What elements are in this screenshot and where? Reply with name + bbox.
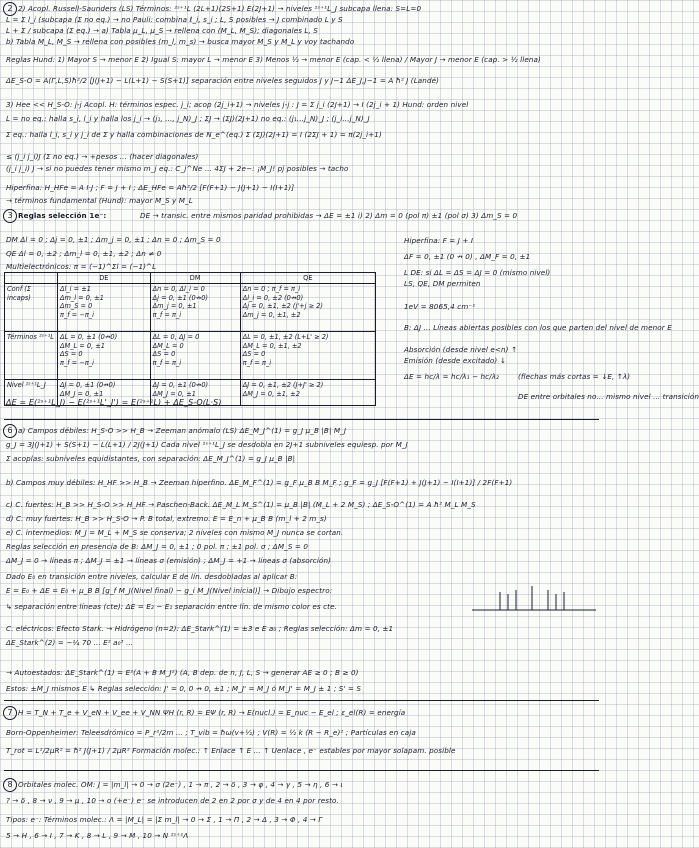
s7-line-2: T_rot = L²/2μR² = ħ² J(J+1) / 2μR² Formación molec.: ↑ Enlace ↑ E ... ↑ Uenlace , e⁻ estables por mayor solapam. posible: [6, 746, 456, 755]
section-divider: [4, 770, 599, 771]
s8-line-2: Tipos: e⁻: Términos molec.: Λ = |M_L| = |Σ m_l| → 0 → Σ , 1 → Π , 2 → Δ , 3 → Φ , 4 → Γ: [6, 815, 323, 824]
table-cell: ΔJ = 0, ±1 (0↛0) ΔM_J = 0, ±1: [58, 380, 151, 406]
s3-side-6: Absorción (desde nivel e<n) ↑: [404, 345, 518, 354]
s6-line-14: → Autoestados: ΔE_Stark^(1) = E²(A + B M_J²) (A, B dep. de n, J, L, S → generar AE ≥ 0 ; B ≥ 0): [6, 668, 359, 677]
section-divider: [4, 419, 599, 420]
table-row: [5, 284, 376, 332]
s6-line-4: c) C. fuertes: H_B >> H_S-O >> H_HF → Paschen-Back. ΔE_M_L M_S^(1) = μ_B |B| (M_L + 2 M_S) ; ΔE_S-O^(1) = A ħ² M_L M_S: [6, 500, 476, 509]
s2-line-10: (j_i j_i) J → si no puedes tener mismo m_j eq.: C_j^Ne ... 4ΣJ + 2e−: ¡M_J! pj posibles → tacho: [6, 164, 349, 173]
s3-side-1: ΔF = 0, ±1 (0 ↛ 0) , ΔM_F = 0, ±1: [404, 252, 531, 261]
s3-line-0: DE → transic. entre mismos paridad prohibidas → ΔE = ±1 i) 2) Δm = 0 (pol π) ±1 (pol σ) 3) Δm_S = 0: [140, 211, 518, 220]
section-3-number: 3: [3, 209, 17, 223]
table-cell: ΔJ = 0, ±1 (0↛0) ΔM_J = 0, ±1: [150, 380, 240, 406]
s6-line-11: ↳ separación entre líneas (cte): ΔE = E₂ − E₁ separación entre lín. de mismo color es cte.: [6, 602, 337, 611]
s2-line-8: Σ eq.: halla l_i, s_i y j_i de Σ y halla combinaciones de N_e^(eq.) Σ (ΣJ)(2J+1) = I (2ΣJ + 1) = π(2j_i+1): [6, 130, 382, 139]
s6-line-0: a) Campos débiles: H_S-O >> H_B → Zeeman anómalo (LS) ΔE_M_J^(1) = g_J μ_B |B| M_J: [18, 426, 347, 435]
s2-line-3: b) Tabla M_L, M_S → rellena con posibles (m_l, m_s) → busca mayor M_S y M_L y voy tachando: [6, 37, 355, 46]
s6-line-6: e) C. intermedios: M_J = M_L + M_S se conserva; 2 niveles con mismo M_J nunca se cortan.: [6, 528, 344, 537]
s3-side-10: DE entre orbitales no... mismo nivel ... transición: [518, 392, 699, 401]
table-cell: Conf (Σ incaps): [5, 284, 58, 332]
s2-line-0: 2) Acopl. Russell-Saunders (LS) Términos: ²ˢ⁺¹L (2L+1)(2S+1) E(2J+1) → niveles ²ˢ⁺¹L_J subcapa llena: S=L=0: [18, 4, 422, 13]
s2-line-9: ≤ (j_i j_i)J (Σ no eq.) → +pesos ... (hacer diagonales): [6, 152, 199, 161]
table-header-cell: DE: [58, 273, 151, 284]
s2-line-1: L = Σ l_i (subcapa (Σ no eq.) → no Pauli: combina ℓ_i, s_i ; L, S posibles → J combinado L y S: [6, 15, 343, 24]
s3-line-3: Multielectrónicos: π = (−1)^Σl = (−1)^L: [6, 262, 157, 271]
s6-line-3: b) Campos muy débiles: H_HF >> H_B → Zeeman hiperfino. ΔE_M_F^(1) = g_F μ_B B M_F ; g_F = g_J [F(F+1) + J(J+1) − I(I+1)] / 2F(F+1): [6, 478, 513, 487]
s6-line-9: Dado E₀ en transición entre niveles, calcular E de lín. desdobladas al aplicar B:: [6, 572, 298, 581]
s8-line-0: Orbitales molec. OM: J = |m_l| → 0 → σ (2e⁻) , 1 → π , 2 → δ , 3 → φ , 4 → γ , 5 → η , 6 → ι: [18, 780, 343, 789]
section-6-number: 6: [3, 424, 17, 438]
s8-line-3: 5 → H , 6 → I , 7 → K , 8 → L , 9 → M , 10 → N ²ˢ⁺¹Λ: [6, 831, 189, 840]
selection-rules-table: [4, 272, 376, 406]
s6-line-10: E = E₀ + ΔE = E₀ + μ_B B [g_f M_J(Nivel final) − g_i M_J(Nivel inicial)] → Dibujo espectro:: [6, 586, 333, 595]
s3-side-8: ΔE = hc/λ = hc/λ₁ − hc/λ₂: [404, 372, 500, 381]
table-cell: ΔL = 0, ±1, ±2 (L+L' ≥ 2) ΔM_L = 0, ±1, ±2 ΔS = 0 π_f = π_i: [240, 332, 375, 380]
table-cell: ΔL = 0, ±1 (0↛0) ΔM_L = 0, ±1 ΔS = 0 π_f = −π_i: [58, 332, 151, 380]
table-cell: ΔJ = 0, ±1, ±2 (J+J' ≥ 2) ΔM_J = 0, ±1, ±2: [240, 380, 375, 406]
s6-line-8: ΔM_J = 0 → líneas π ; ΔM_J = ±1 → líneas σ (emisión) ; ΔM_J = +1 → líneas σ (absorción): [6, 556, 332, 565]
table-row: [5, 332, 376, 380]
section-7-number: 7: [3, 706, 17, 720]
section-divider: [4, 700, 599, 701]
s3-title: Reglas selección 1e⁻:: [18, 211, 107, 220]
s2-line-5: ΔE_S-O = A(Γ,L,S)ħ²/2 [J(J+1) − L(L+1) − S(S+1)] separación entre niveles seguidos J y J−1 ΔE_J,J−1 = A ħ² J (Landé): [6, 76, 440, 85]
table-header-cell: [5, 273, 58, 284]
s7-line-1: Born-Oppenheimer: Teleesdrómico = P_r²/2m ... ; T_vib = ħω(v+½) ; V(R) = ½ k (R − R_e)² ; Partículas en caja: [6, 728, 416, 737]
table-cell: Términos ²ˢ⁺¹L: [5, 332, 58, 380]
table-header-cell: DM: [150, 273, 240, 284]
table-cell: Δn = 0, Δl_i = 0 Δj = 0, ±1 (0↛0) Δm_j = 0, ±1 π_f = π_i: [150, 284, 240, 332]
table-cell: Δl_i = ±1 Δm_l = 0, ±1 Δm_S = 0 π_f = −π_i: [58, 284, 151, 332]
section-8-number: 8: [3, 778, 17, 792]
s6-line-15: Estos: ±M_J mismos E ↳ Reglas selección: J' = 0, 0 ↛ 0, ±1 ; M_J' = M_J ó M_J' = M_J ± 1 ; S' = S: [6, 684, 362, 693]
s2-line-11: Hiperfina: H_HFe = A I·J ; F = J + I ; ΔE_HFe = Aħ²/2 [F(F+1) − J(J+1) − I(I+1)]: [6, 183, 295, 192]
s6-line-5: d) C. muy fuertes: H_B >> H_S-O → P. B total, extremo. E = E_n + μ_B B (m_l + 2 m_s): [6, 514, 327, 523]
section-2-number: 2: [3, 2, 17, 16]
s2-line-7: L = no eq.: halla s_i, l_i y halla los j_i → (j₁, ..., j_N)_J ; ΣJ → (ΣJ)(2J+1) no eq.: (j₁…j_N)_J ; (j_i…j_N)_J: [6, 114, 370, 123]
s3-side-9: (flechas más cortas = ↓E, ↑λ): [518, 372, 631, 381]
s6-line-7: Reglas selección en presencia de B: ΔM_J = 0, ±1 ; 0 pol. π ; ±1 pol. σ ; ΔM_S = 0: [6, 542, 309, 551]
s3-side-3: LS, QE, DM permiten: [404, 279, 481, 288]
delta-e-formula: ΔE = E(²ˢ⁺¹L_J) − E(²ˢ⁺¹L'_J') = E(²ˢ⁺¹L) + ΔE_S-O(L·S): [6, 398, 222, 407]
table-cell: Nivel ²ˢ⁺¹L_J: [5, 380, 58, 406]
s2-line-12: → términos fundamental (Hund): mayor M_S y M_L: [6, 196, 193, 205]
table-cell: ΔL = 0, ΔJ = 0 ΔM_L = 0 ΔS = 0 π_f = π_i: [150, 332, 240, 380]
s2-line-6: 3) Hee << H_S-O: j-j Acopl. H: términos espec. j_i; acop (2j_i+1) → niveles j-j : J = Σ j_i (2J+1) → I (2j_i + 1) Hund: orden nivel: [6, 100, 469, 109]
s3-side-2: L DE: si ΔL = ΔS = ΔJ = 0 (mismo nivel): [404, 268, 551, 277]
s6-line-1: g_J = 3J(J+1) + S(S+1) − L(L+1) / 2J(J+1) Cada nivel ²ˢ⁺¹L_J se desdobla en 2J+1 subniveles equiesp. por M_J: [6, 440, 408, 449]
s6-line-12: C. eléctricos: Efecto Stark. → Hidrógeno (n=2): ΔE_Stark^(1) = ±3 e E a₀ ; Reglas selección: Δm = 0, ±1: [6, 624, 394, 633]
s3-side-4: 1eV = 8065,4 cm⁻¹: [404, 302, 476, 311]
s2-line-4: Reglas Hund: 1) Mayor S → menor E 2) Igual S: mayor L → menor E 3) Menos ½ → menor E (cap. < ½ llena) / Mayor J → menor E (cap. > ½ llena): [6, 55, 541, 64]
s2-line-2: L + Σ / subcapa (Σ eq.) → a) Tabla μ_L, μ_S → rellena con (M_L, M_S); diagonales L, S: [6, 26, 318, 35]
s6-line-13: ΔE_Stark^(2) = −¼ 70 ... E² a₀³ ...: [6, 638, 134, 647]
s3-side-7: Emisión (desde excitado) ↓: [404, 356, 506, 365]
s6-line-2: Σ acoplas: subniveles equidistantes, con separación: ΔE_M_J^(1) = g_J μ_B |B|: [6, 454, 296, 463]
spectrum-sketch: [470, 580, 598, 622]
s3-side-5: B: ΔJ ... Líneas abiertas posibles con los que parten del nivel de menor E: [404, 323, 672, 332]
s3-line-2: QE Δl = 0, ±2 ; Δm_l = 0, ±1, ±2 ; Δn ≠ 0: [6, 249, 162, 258]
table-cell: Δn = 0 ; π_f = π_i Δl_i = 0, ±2 (0↛0) Δj = 0, ±1, ±2 (j'+j ≥ 2) Δm_j = 0, ±1, ±2: [240, 284, 375, 332]
table-header-cell: QE: [240, 273, 375, 284]
s3-side-0: Hiperfina: F = J + I: [404, 236, 474, 245]
s3-line-1: DM Δl = 0 ; Δj = 0, ±1 ; Δm_j = 0, ±1 ; Δn = 0 ; Δm_S = 0: [6, 235, 221, 244]
table-header-row: [5, 273, 376, 284]
s8-line-1: ? → δ , 8 → ν , 9 → μ , 10 → ο (+e⁻) e⁻ se introducen de 2 en 2 por σ y de 4 en 4 por resto.: [6, 796, 339, 805]
s7-line-0: H = T_N + T_e + V_eN + V_ee + V_NN ΨH (r, R) = EΨ (r, R) → E(nucl.) = E_nuc − E_el ; ε_el(R) = energía: [18, 708, 406, 717]
